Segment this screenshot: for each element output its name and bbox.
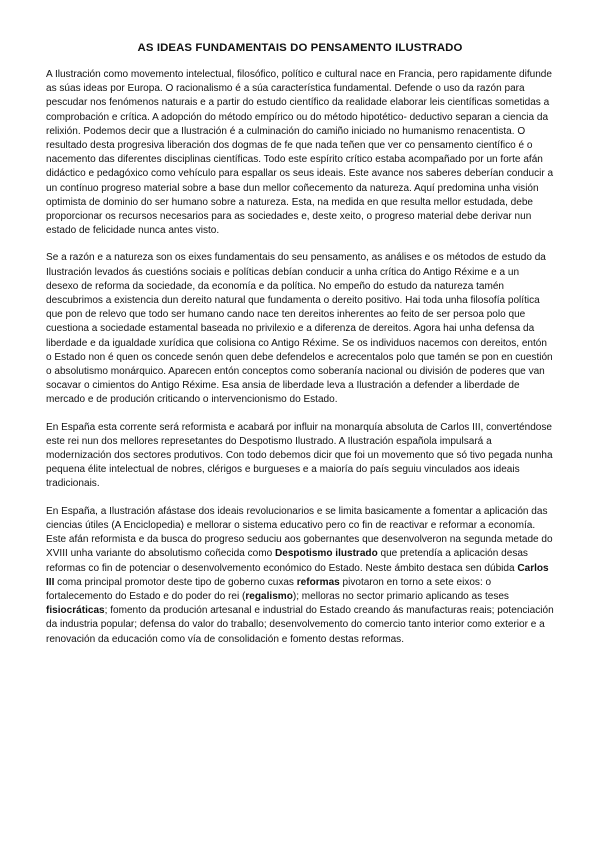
bold-term: Carlos III [46,562,549,588]
bold-term: fisiocráticas [46,605,105,617]
bold-term: regalismo [245,590,293,602]
text-run: En España, a Ilustración afástase dos ideais revolucionarios e se limita basicamente a fomentar a aplicación das ciencias útiles (A Enciclopedia) e mellorar o sistema educativo pero co fin de reactivar e reformar a economía. Este afán reformista e da busca do progreso seduciu aos gobernantes que desenvolveron na segunda metade do XVIII unha variante do absolutismo coñecida como [46,505,553,560]
paragraph [46,68,554,238]
text-run: ; fomento da produción artesanal e industrial do Estado creando ás manufacturas reais; potenciación da industria popular; defensa do valor do traballo; desenvolvemento do comercio tanto interior como exterior e a renovación da educación como vía de consolidación e fomento destas reformas. [46,605,554,645]
document-body [46,68,554,647]
text-run: Se a razón e a natureza son os eixes fundamentais do seu pensamento, as análises e os métodos de estudo da Ilustración levados ás cuestións sociais e políticas debían conducir a unha crítica do Antigo Réxime e a un desexo de reforma da sociedade, da economía e da política. No empeño do estudo da natureza tamén descubrimos a existencia dun dereito natural que fundamenta o dereito positivo. Hai toda unha filosofía política que pon de relevo que todo ser humano cando nace ten dereitos inherentes ao feito de ser persoa polo que cuestiona a sociedade estamental baseada no privilexio e a diferenza de dereitos. Agora hai unha defensa da liberdade e da igualdade xurídica que colisiona co Antigo Réxime. Se os individuos nacemos con dereitos, entón o Estado non é quen os concede senón quen debe defendelos e acrecentalos polo que tamén se pon en cuestión o absolutismo monárquico. Aparecen entón conceptos como soberanía nacional ou división de poderes que van socavar o cimientos do Antigo Réxime. Esa ansia de liberdade leva a Ilustración a defender a liberdade de mercado e de produción criticando o intervencionismo do Estado. [46,252,553,406]
text-run: En España esta corrente será reformista e acabará por influir na monarquía absoluta de Carlos III, converténdose este rei nun dos mellores represetantes do Despotismo Ilustrado. A Ilustración española impulsará a modernización dos sectores produtivos. Con todo debemos dicir que foi un movemento que só tivo pegada nunha pequena élite intelectual de nobres, clérigos e burgueses e a maioría do país seguiu vinculados aos ideais tradicionais. [46,421,553,490]
text-run: pivotaron en torno a sete eixos: o fortalecemento do Estado e do poder do rei ( [46,576,492,602]
bold-term: reformas [296,576,340,588]
paragraph [46,505,554,647]
bold-term: Despotismo ilustrado [274,548,378,560]
document-title: AS IDEAS FUNDAMENTAIS DO PENSAMENTO ILUSTRADO [137,42,463,54]
text-run: que pretendía a aplicación desas reformas co fin de potenciar o desenvolvemento económico do Estado. Neste ámbito destaca sen dúbida [46,548,528,574]
paragraph [46,421,554,492]
text-run: ); melloras no sector primario aplicando as teses [292,590,509,602]
paragraph [46,251,554,407]
text-run: A Ilustración como movemento intelectual, filosófico, político e cultural nace en Francia, pero rapidamente difunde as súas ideas por Europa. O racionalismo é a súa característica fundamental. Defende o uso da razón para pescudar nos fenómenos naturais e a partir do estudo científico da realidade elaborar leis científicas sometidas a comprobación e crítica. A adopción do método empírico ou do método hipotético- deductivo separan a ciencia da relixión. Podemos decir que a Ilustración é a culminación do camiño iniciado no humanismo renacentista. O resultado desta progresiva liberación dos dogmas de fe que nada teñen que ver co pensamento científico é o nacemento das diferentes disciplinas científicas. Todo este espírito crítico estaba acompañado por un forte afán didáctico e pedagóxico como vehículo para espallar os seus ideais. Este avance nos saberes deberían conducir a un contínuo progreso material sobre a base dun mellor coñecemento da natureza. Aquí predomina unha visión optimista de dominio do ser humano sobre a natureza. Esta, na medida en que resulta mellor estudada, debe proporcionar os recursos necesarios para as sociedades e, deste xeito, o progreso material debe derivar nun estado de felicidade nunca antes visto. [46,69,554,237]
text-run: coma principal promotor deste tipo de goberno cuxas [54,576,297,588]
